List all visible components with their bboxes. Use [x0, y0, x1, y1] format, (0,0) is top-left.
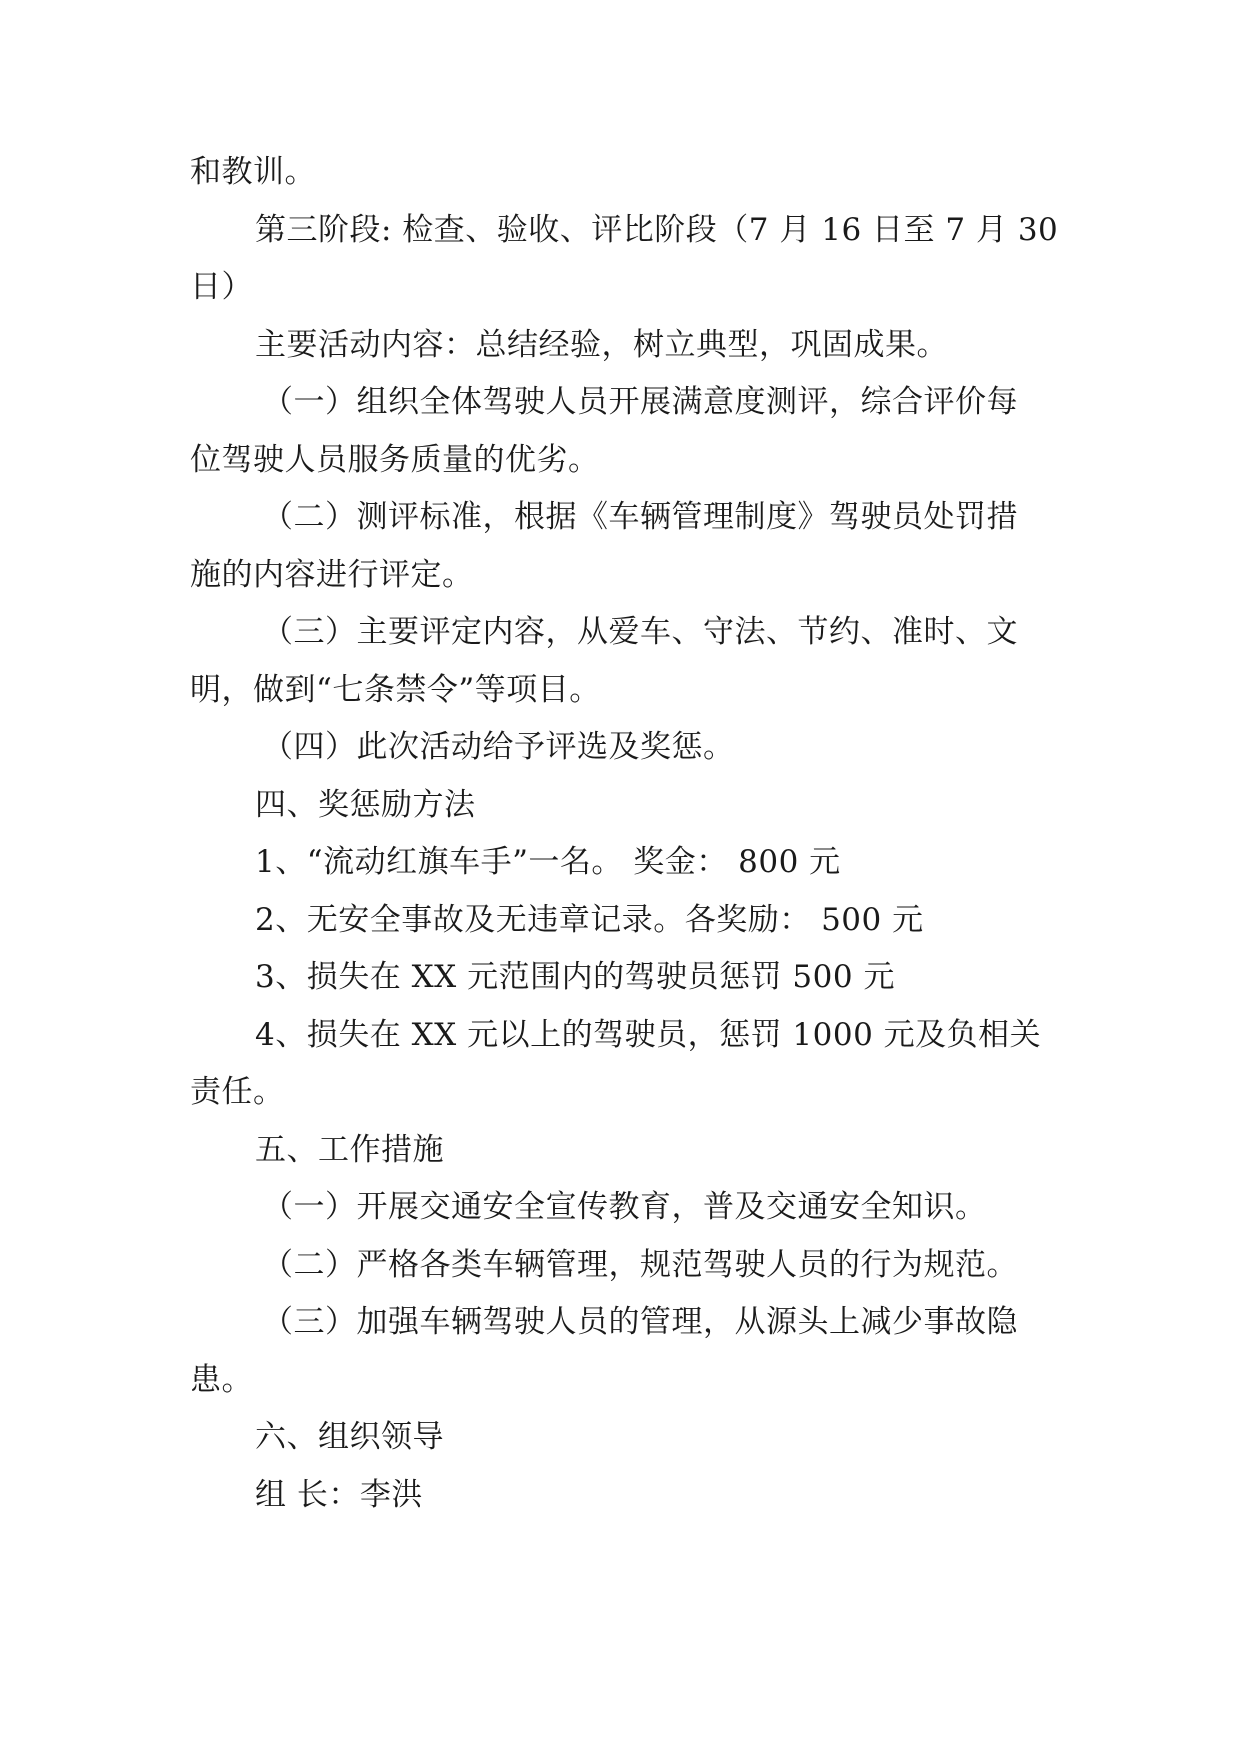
- list-item-line: （三）主要评定内容，从爱车、守法、节约、准时、文: [262, 614, 1018, 650]
- list-item-line: （一）开展交通安全宣传教育，普及交通安全知识。: [262, 1189, 987, 1225]
- list-item-line: 2、无安全事故及无违章记录。各奖励： 500 元: [255, 902, 924, 938]
- paragraph-line: 组 长：李洪: [255, 1477, 423, 1513]
- list-item-line: （三）加强车辆驾驶人员的管理，从源头上减少事故隐: [262, 1304, 1018, 1340]
- paragraph-line: 患。: [190, 1362, 253, 1398]
- paragraph-line: 位驾驶人员服务质量的优劣。: [190, 442, 600, 478]
- paragraph-line: 主要活动内容：总结经验，树立典型，巩固成果。: [255, 327, 948, 363]
- list-item-line: 1、“流动红旗车手”一名。 奖金： 800 元: [255, 844, 841, 880]
- section-heading: 四、奖惩励方法: [255, 787, 476, 823]
- list-item-line: （四）此次活动给予评选及奖惩。: [262, 729, 735, 765]
- list-item-line: （二）严格各类车辆管理，规范驾驶人员的行为规范。: [262, 1247, 1018, 1283]
- list-item-line: （一）组织全体驾驶人员开展满意度测评，综合评价每: [262, 384, 1018, 420]
- paragraph-line: 责任。: [190, 1074, 285, 1110]
- list-item-line: （二）测评标准，根据《车辆管理制度》驾驶员处罚措: [262, 499, 1018, 535]
- list-item-line: 4、损失在 XX 元以上的驾驶员，惩罚 1000 元及负相关: [255, 1017, 1042, 1053]
- section-heading: 五、工作措施: [255, 1132, 444, 1168]
- list-item-line: 3、损失在 XX 元范围内的驾驶员惩罚 500 元: [255, 959, 895, 995]
- paragraph-line: 日）: [190, 269, 253, 305]
- paragraph-line: 施的内容进行评定。: [190, 557, 474, 593]
- paragraph-line: 和教训。: [190, 154, 316, 190]
- paragraph-line: 明，做到“七条禁令”等项目。: [190, 672, 601, 708]
- section-heading: 六、组织领导: [255, 1419, 444, 1455]
- section-heading-stage-three: 第三阶段: 检查、验收、评比阶段（7 月 16 日至 7 月 30: [255, 212, 1059, 248]
